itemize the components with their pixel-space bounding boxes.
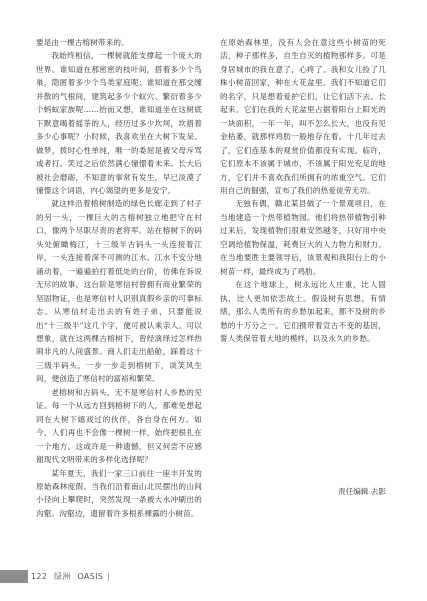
paragraph: 在原始森林里，没有人会在意这些小树苗的死活，种子那样多，自生自灭的植物那样多。可是身居城市的我在意了，心疼了。我和女儿捡了几株小树苗回家，种在大花盆里。我们不知道它们的名字，只是想着爱护它们，让它们活下去。长起来。它们在我的大花盆里占据着阳台上阳光的一块面积，一年一年，叫不怎么长大，也没有见金枯萎，就那样鸡肋一般地存在着。十几年过去了，它们连基本的观赏价值都没有实现。临许，它们原本不该属于城市，不该属于阳光充足的地方，它们并不喜欢我们所拥有的浓重空气。它们用自己的倔强，宣布了我们的热爱徒劳无功。: [220, 38, 386, 195]
magazine-name-cn: 绿洲: [54, 572, 71, 581]
page-number: 122: [31, 572, 48, 581]
left-column: [36, 36, 202, 520]
editor-credit: 责任编辑 去影: [338, 487, 386, 496]
footer-separator: |: [107, 572, 111, 581]
right-column: [220, 36, 386, 345]
paragraph: 老榕树和古码头，无不是寒信村人乡愁的见证。每一个从远方回到榕树下的人，都难免想起同在大树下嬉戏过的伙伴，各自身在何方。如今，人们再也不会像一棵树一样，始终把根扎在一个地方。这或许是一种遗憾，但又何尝不应感谢现代文明带来的多样化选择呢？: [36, 387, 202, 465]
footer-text: [31, 570, 114, 583]
paragraph: 无独有偶，赣北某县做了一个景观项目，在当地建造一个热带植物园。他们将热带植物引种过来后，发现植物们很难安然越冬，只好用中央空调给植物保温，耗费巨大的人力物力和财力。在当地要胜主要领导后，该景观和我阳台上的小树苗一样，最终成为了鸡肋。: [220, 199, 386, 276]
footer-bar: [0, 570, 28, 583]
magazine-name-en: OASIS: [77, 572, 104, 581]
paragraph: 我始终相信，一棵树就能支撑起一个庞大的世界。谁知道在那密密的枝叶间，搭着多少个鸟巢，隐匿着多少个鸟类家庭呢；谁知道在那交缠并散的气根间，建筑起多少个蚁穴、繁衍着多少个蚂蚁家族呢……抬而又想，谁知道坐在这树底下默意喝着摇茶的人，经历过多少坎坷，坎措着多少心事呢？小时候，我喜欢坐在大树下发呆、做梦，拨时心性单纯，唯一的委屈是被父母斥骂或者打。笑过之后依然满心憧憬着未来。长大后被社会磨砺，不知意的事常有发生，早已淡漠了憧憬这个词语，内心渴望的更多是安宁。: [36, 51, 202, 195]
paragraph: 在这个地球上，树永远比人庄重，比人固执，比人更加依恋故土。假设树有思想，有情绪，那么人类所有的乡愁加起来，都不及树的乡愁的十万分之一。它们携带着宣古不变的基因，誓人类保管着大地的模样，以及永久的乡愁。: [220, 280, 386, 343]
paragraph: 就这样沿着榕树制造的绿色长廊走到了村子的另一头，一棵巨大的古榕树独立地把守在村口，像两个尽职尽责的老将军。站在榕树下的码头处俯瞰梅江，十三级半古码头一头连接着江岸，一头连接着深不可测的江水。江水不安分地涌动着，一遍遍拍打着低处的台阶，仿佛在诉说无尽的故事。这台阶是寒信村曾拥有商业繁荣的坚固物证，也是寒信村人识别真假乡亲的可靠标志。从寒信村走出去的有姓子弟，只要能说出“十三级半”这几个字，便可被认乘亲人。可以想象，就在这两棵古榕树下，曾经演绎过怎样热闹非凡的人间盛景。商人们走出船舱，踩着这十三级半码头，一步一步走到榕树下，谈笑风生间，便创造了寒信村的富裕和繁荣。: [36, 199, 202, 384]
paragraph: 要是由一棵古榕树带来的。: [36, 38, 129, 47]
page-footer: [0, 570, 427, 583]
paragraph: 某年夏天，我们一家三口前往一座丰开发的原始森林度假。当我们沿着南山北民摆出的山间小径向上攀爬时，突然发现一条被大水冲刷出的沟壑。沟壑边，遗留着许多根系裸露的小树苗。: [36, 468, 202, 518]
